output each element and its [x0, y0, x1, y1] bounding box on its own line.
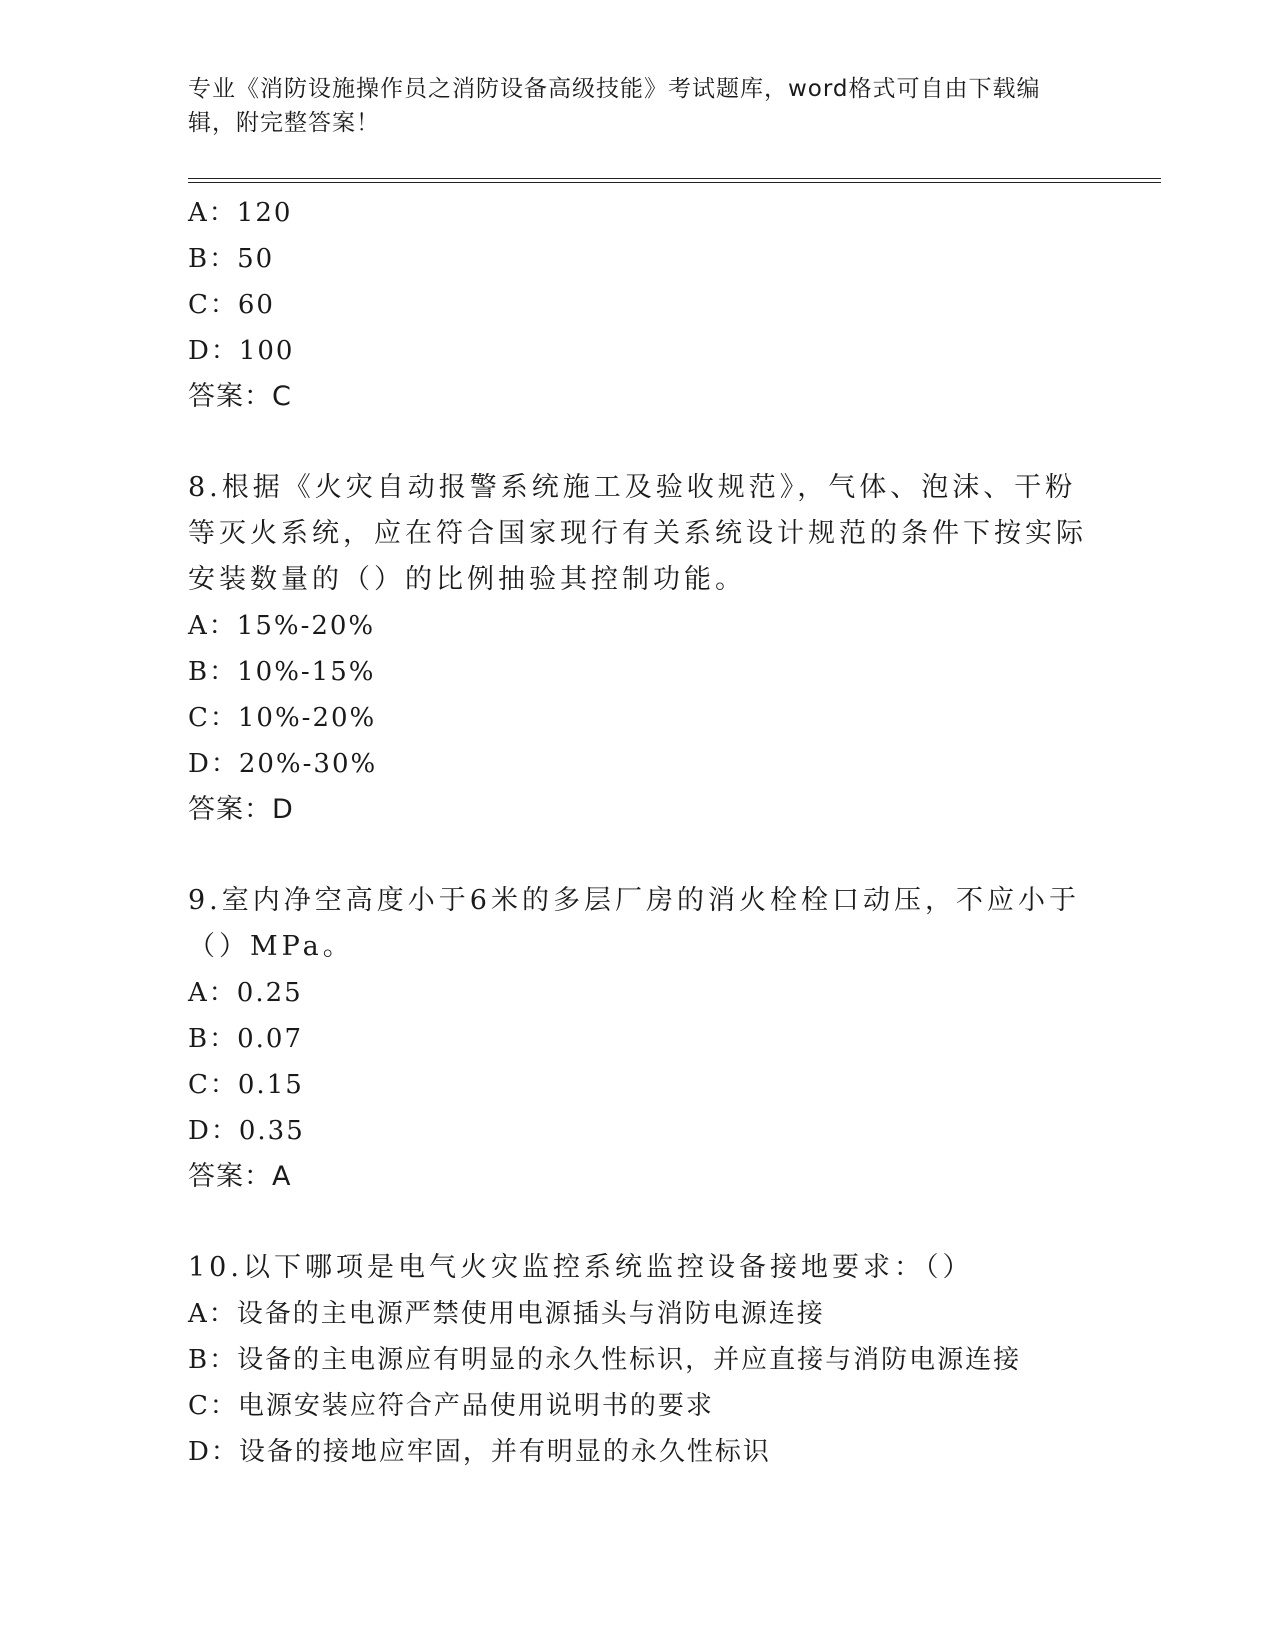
header-title-line1: 专业《消防设施操作员之消防设备高级技能》考试题库，word格式可自由下载编: [188, 76, 1041, 102]
question-text: 10.以下哪项是电气火灾监控系统监控设备接地要求：（）: [188, 1252, 974, 1283]
option-d: D：100: [188, 336, 295, 366]
question-text: 8.根据《火灾自动报警系统施工及验收规范》，气体、泡沫、干粉等灭火系统，应在符合国家现行有关系统设计规范的条件下按实际安装数量的（）的比例抽验其控制功能。: [188, 472, 1087, 595]
option-b: B：0.07: [188, 1024, 303, 1054]
answer: 答案：C: [188, 381, 292, 412]
header-title-line2: 辑，附完整答案！: [188, 110, 380, 136]
option-a: A：0.25: [188, 978, 303, 1008]
option-a: A：设备的主电源严禁使用电源插头与消防电源连接: [188, 1299, 825, 1329]
answer: 答案：D: [188, 794, 294, 825]
option-c: C：10%-20%: [188, 703, 377, 733]
option-c: C：电源安装应符合产品使用说明书的要求: [188, 1391, 714, 1421]
question-7: [188, 190, 1088, 420]
option-d: D：设备的接地应牢固，并有明显的永久性标识: [188, 1437, 771, 1467]
option-b: B：10%-15%: [188, 657, 376, 687]
option-c: C：60: [188, 290, 275, 320]
question-10: [188, 1245, 1088, 1475]
option-a: A：120: [188, 198, 293, 228]
question-text: 9.室内净空高度小于6米的多层厂房的消火栓栓口动压，不应小于（）MPa。: [188, 885, 1080, 962]
question-8: [188, 465, 1088, 833]
answer: 答案：A: [188, 1161, 292, 1192]
option-b: B：50: [188, 244, 275, 274]
option-a: A：15%-20%: [188, 611, 376, 641]
question-9: [188, 878, 1088, 1200]
option-d: D：0.35: [188, 1116, 305, 1146]
option-c: C：0.15: [188, 1070, 304, 1100]
option-b: B：设备的主电源应有明显的永久性标识，并应直接与消防电源连接: [188, 1345, 1022, 1375]
document-header: [188, 72, 1068, 140]
header-divider: [188, 178, 1161, 183]
document-body: [188, 190, 1088, 1475]
option-d: D：20%-30%: [188, 749, 378, 779]
